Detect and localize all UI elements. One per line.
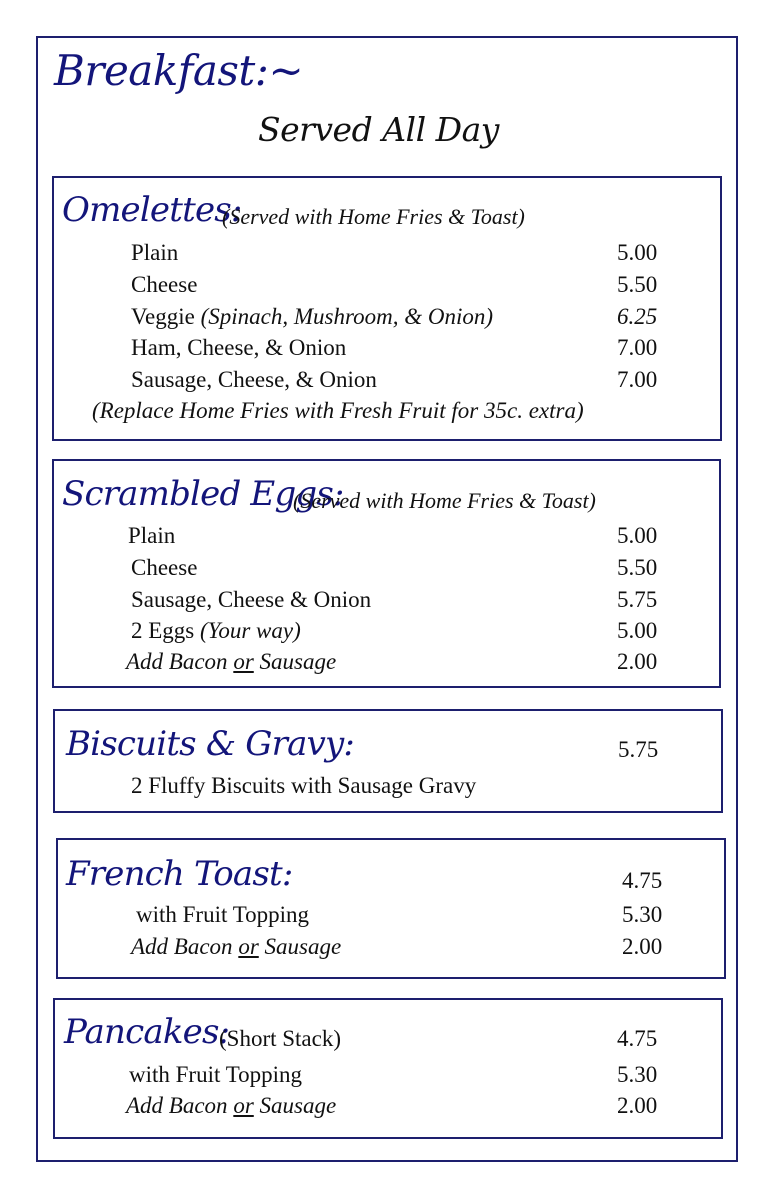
menu-item-name: Plain: [128, 523, 176, 548]
menu-item-name: Veggie: [131, 304, 195, 329]
menu-item-name: Cheese: [131, 272, 198, 297]
omelettes-footnote: [92, 397, 584, 424]
menu-item-detail: (Your way): [200, 618, 301, 643]
addon-line: [126, 648, 336, 675]
pancakes-note: (Short Stack): [219, 1026, 342, 1051]
menu-item-price: 5.50: [617, 272, 658, 297]
biscuits-gravy-description: 2 Fluffy Biscuits with Sausage Gravy: [131, 773, 477, 798]
menu-item: [131, 303, 493, 330]
page-subtitle: Served All Day: [258, 110, 499, 149]
addon-text-post: Sausage: [253, 1093, 337, 1118]
addon-text-pre: Add Bacon: [131, 934, 239, 959]
omelettes-title: Omelettes:: [62, 190, 242, 230]
addon-price: 2.00: [622, 934, 663, 959]
pancakes-price: 4.75: [617, 1026, 658, 1051]
addon-text-post: Sausage: [253, 649, 337, 674]
topping-price: 5.30: [622, 902, 663, 927]
addon-or: or: [233, 649, 254, 674]
biscuits-gravy-title: Biscuits & Gravy:: [66, 724, 355, 764]
scrambled-eggs-title: Scrambled Eggs:: [62, 474, 344, 514]
addon-or: or: [238, 934, 259, 959]
menu-item-detail: (Spinach, Mushroom, & Onion): [200, 304, 493, 329]
menu-item-price: 5.75: [617, 587, 658, 612]
addon-line: [131, 933, 341, 960]
topping-name: with Fruit Topping: [136, 902, 310, 927]
menu-item-price: 5.00: [617, 240, 658, 265]
addon-text-pre: Add Bacon: [126, 1093, 234, 1118]
scrambled-eggs-note: (Served with Home Fries & Toast): [293, 488, 596, 513]
french-toast-title: French Toast:: [66, 854, 293, 894]
menu-item-price: 5.00: [617, 618, 658, 643]
menu-item-price: 6.25: [617, 304, 658, 329]
menu-item-price: 7.00: [617, 335, 658, 360]
french-toast-price: 4.75: [622, 868, 663, 893]
menu-item-name: Ham, Cheese, & Onion: [131, 335, 347, 360]
menu-item-price: 7.00: [617, 367, 658, 392]
menu-item-price: 5.00: [617, 523, 658, 548]
topping-name: with Fruit Topping: [129, 1062, 303, 1087]
menu-item-name: Sausage, Cheese & Onion: [131, 587, 372, 612]
menu-item-name: 2 Eggs: [131, 618, 195, 643]
menu-item: [131, 617, 301, 644]
addon-text-pre: Add Bacon: [126, 649, 234, 674]
pancakes-title: Pancakes:: [64, 1012, 230, 1052]
menu-item-name: Sausage, Cheese, & Onion: [131, 367, 377, 392]
addon-price: 2.00: [617, 1093, 658, 1118]
menu-item-name: Plain: [131, 240, 179, 265]
menu-item-name: Cheese: [131, 555, 198, 580]
addon-or: or: [233, 1093, 254, 1118]
footnote-text: (Replace Home Fries with Fresh Fruit for 35c. extra): [92, 398, 584, 423]
biscuits-gravy-price: 5.75: [618, 737, 659, 762]
page-title: Breakfast:~: [54, 46, 304, 95]
addon-text-post: Sausage: [258, 934, 342, 959]
menu-item-price: 5.50: [617, 555, 658, 580]
omelettes-note: (Served with Home Fries & Toast): [222, 204, 525, 229]
addon-line: [126, 1092, 336, 1119]
topping-price: 5.30: [617, 1062, 658, 1087]
addon-price: 2.00: [617, 649, 658, 674]
